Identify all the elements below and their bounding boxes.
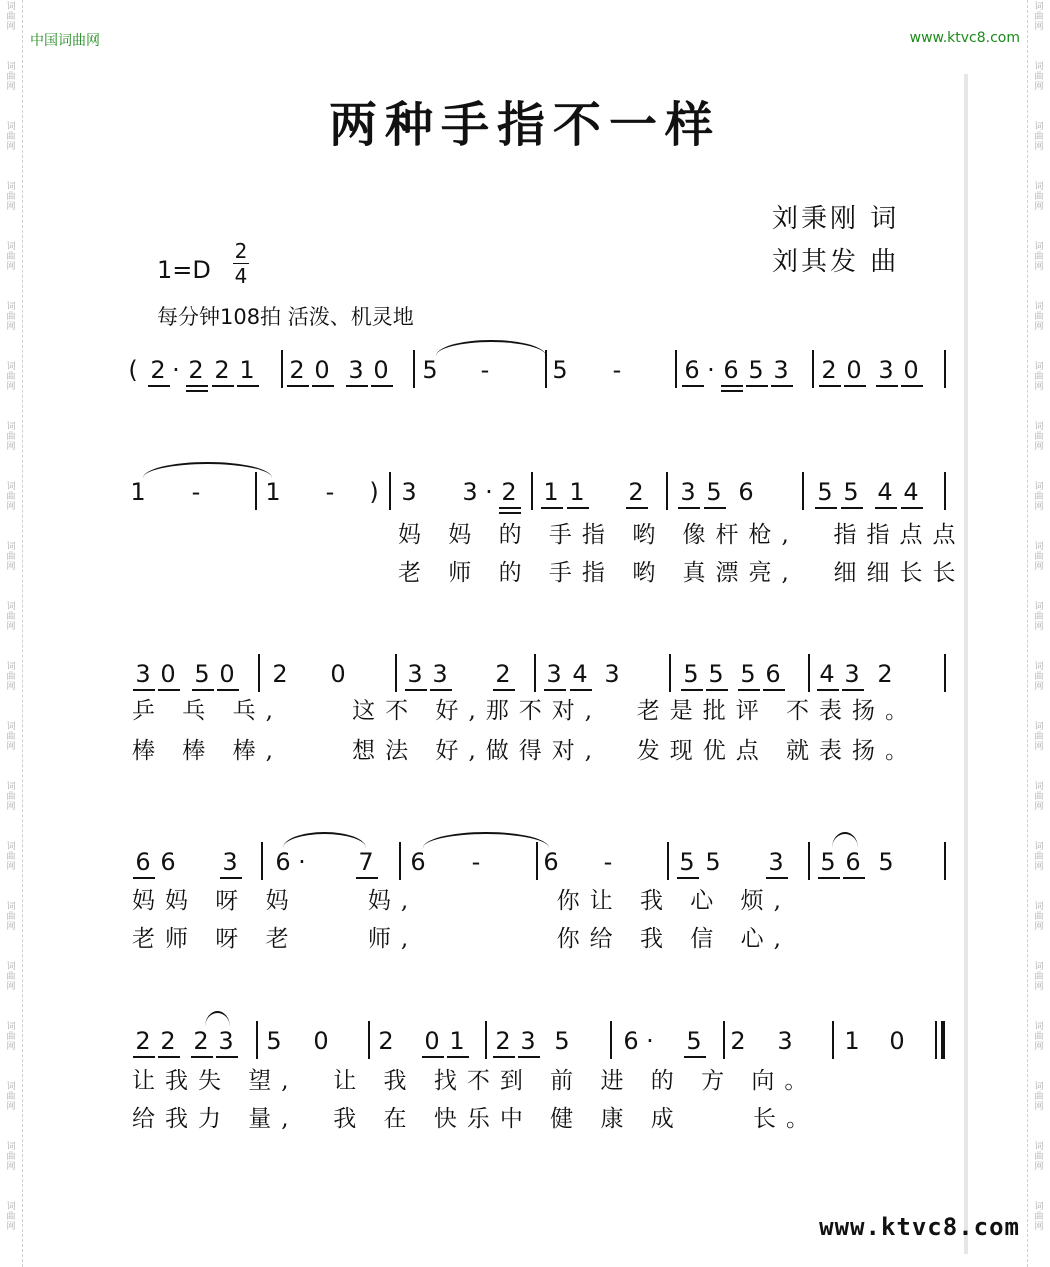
note-digit: 1 [239, 356, 255, 384]
underline [844, 385, 866, 387]
watermark-text: 词 曲 网 [1034, 242, 1044, 272]
barline [256, 1021, 258, 1059]
note-digit: 2 [378, 1027, 394, 1055]
note-digit: 2 [160, 1027, 176, 1055]
note-digit: 4 [819, 660, 835, 688]
underline [684, 1056, 706, 1058]
note-digit: 2 [495, 1027, 511, 1055]
watermark-text: 词 曲 网 [6, 722, 16, 752]
note-digit: 5 [820, 848, 836, 876]
barline [534, 654, 536, 692]
note-digit: 6 [623, 1027, 639, 1055]
note-digit: 5 [706, 478, 722, 506]
note-digit: 3 [348, 356, 364, 384]
watermark-text: 词 曲 网 [1034, 662, 1044, 692]
watermark-text: 词 曲 网 [6, 422, 16, 452]
watermark-text: 词 曲 网 [1034, 1022, 1044, 1052]
watermark-text: 词 曲 网 [6, 1142, 16, 1172]
underline [721, 385, 743, 387]
note-digit: 3 [604, 660, 620, 688]
footer-logo [819, 1213, 1020, 1241]
watermark-text: 词 曲 网 [6, 902, 16, 932]
barline [258, 654, 260, 692]
note-digit: - [603, 848, 613, 876]
underline [570, 689, 592, 691]
lyric-line: 妈 妈 的 手指 哟 像杆枪, 指指点点 [398, 522, 966, 548]
underline [706, 689, 728, 691]
note-digit: 5 [679, 848, 695, 876]
underline [356, 877, 378, 879]
watermark-text: 词 曲 网 [6, 62, 16, 92]
note-digit: 5 [194, 660, 210, 688]
note-digit: 2 [188, 356, 204, 384]
site-name-link[interactable]: 中国词曲网 [30, 33, 100, 49]
note-digit: 1 [844, 1027, 860, 1055]
note-digit: 3 [401, 478, 417, 506]
note-digit: ) [369, 478, 379, 506]
underline [422, 1056, 444, 1058]
note-digit: 3 [520, 1027, 536, 1055]
underline [541, 507, 563, 509]
underline [346, 385, 368, 387]
barline [935, 1021, 937, 1059]
note-digit: - [471, 848, 481, 876]
underline [817, 689, 839, 691]
watermark-text: 词 曲 网 [6, 1082, 16, 1112]
watermark-text: 词 曲 网 [1034, 2, 1044, 32]
watermark-text: 词 曲 网 [1034, 1202, 1044, 1232]
watermark-text: 词 曲 网 [6, 962, 16, 992]
note-digit: 6 [160, 848, 176, 876]
watermark-text: 词 曲 网 [1034, 122, 1044, 152]
note-digit: 0 [160, 660, 176, 688]
note-digit: 7 [358, 848, 374, 876]
note-digit: 4 [877, 478, 893, 506]
underline [544, 689, 566, 691]
watermark-text: 词 曲 网 [1034, 962, 1044, 992]
watermark-text: 词 曲 网 [1034, 422, 1044, 452]
note-digit: 2 [214, 356, 230, 384]
underline [287, 385, 309, 387]
barline [389, 472, 391, 510]
note-digit: 2 [501, 478, 517, 506]
note-digit: 5 [708, 660, 724, 688]
note-digit: 5 [552, 356, 568, 384]
underline [192, 689, 214, 691]
barline [944, 472, 946, 510]
lyric-line: 让我失 望, 让 我 找不到 前 进 的 方 向。 [132, 1068, 818, 1094]
watermark-text: 词 曲 网 [1034, 62, 1044, 92]
note-digit: 5 [878, 848, 894, 876]
watermark-text: 词 曲 网 [6, 782, 16, 812]
watermark-text: 词 曲 网 [1034, 1142, 1044, 1172]
barline [669, 654, 671, 692]
watermark-text: 词 曲 网 [1034, 902, 1044, 932]
note-digit: 5 [422, 356, 438, 384]
barline [399, 842, 401, 880]
underline [493, 689, 515, 691]
note-digit: 1 [449, 1027, 465, 1055]
lyric-line: 老 师 的 手指 哟 真漂亮, 细细长长 [398, 560, 966, 586]
underline [217, 689, 239, 691]
underline [518, 1056, 540, 1058]
dot-mark: · [172, 356, 180, 384]
underline [815, 507, 837, 509]
underline [158, 689, 180, 691]
note-digit: 2 [272, 660, 288, 688]
note-digit: 6 [765, 660, 781, 688]
underline [875, 507, 897, 509]
watermark-text: 词 曲 网 [1034, 722, 1044, 752]
note-digit: 6 [738, 478, 754, 506]
watermark-text: 词 曲 网 [1034, 482, 1044, 512]
barline [944, 842, 946, 880]
watermark-text: 词 曲 网 [1034, 542, 1044, 572]
underline [721, 390, 743, 392]
song-title: 两种手指不一样 [328, 97, 721, 153]
watermark-text: 词 曲 网 [1034, 362, 1044, 392]
note-digit: 0 [889, 1027, 905, 1055]
note-digit: 4 [903, 478, 919, 506]
underline [312, 385, 334, 387]
note-digit: 3 [768, 848, 784, 876]
note-digit: 5 [266, 1027, 282, 1055]
tempo-marking: 每分钟108拍 活泼、机灵地 [157, 305, 414, 329]
underline [819, 385, 841, 387]
right-watermark-strip [1027, 0, 1050, 1267]
watermark-text: 词 曲 网 [6, 1202, 16, 1232]
watermark-text: 词 曲 网 [6, 1022, 16, 1052]
underline [678, 507, 700, 509]
barline [723, 1021, 725, 1059]
watermark-text: 词 曲 网 [6, 602, 16, 632]
barline [944, 350, 946, 388]
barline [944, 654, 946, 692]
underline [133, 1056, 155, 1058]
barline [485, 1021, 487, 1059]
note-digit: 5 [705, 848, 721, 876]
note-digit: 4 [572, 660, 588, 688]
lyric-line: 给我力 量, 我 在 快乐中 健 康 成 长。 [132, 1106, 820, 1132]
barline [808, 654, 810, 692]
underline [133, 689, 155, 691]
time-signature-bottom: 4 [234, 264, 248, 288]
underline [186, 390, 208, 392]
barline [812, 350, 814, 388]
underline [133, 877, 155, 879]
note-digit: 5 [817, 478, 833, 506]
underline [499, 512, 521, 514]
underline [763, 689, 785, 691]
note-digit: 3 [407, 660, 423, 688]
watermark-text: 词 曲 网 [1034, 302, 1044, 332]
underline [766, 877, 788, 879]
watermark-text: 词 曲 网 [6, 842, 16, 872]
watermark-text: 词 曲 网 [6, 122, 16, 152]
underline [771, 385, 793, 387]
dot-mark: · [485, 478, 493, 506]
underline [237, 385, 259, 387]
underline [876, 385, 898, 387]
underline [430, 689, 452, 691]
underline [371, 385, 393, 387]
watermark-text: 词 曲 网 [6, 482, 16, 512]
note-digit: 3 [844, 660, 860, 688]
dot-mark: · [646, 1027, 654, 1055]
note-digit: 3 [680, 478, 696, 506]
note-digit: 5 [683, 660, 699, 688]
note-digit: 0 [330, 660, 346, 688]
lyric-line: 妈妈 呀 妈 妈, 你让 我 心 烦, [132, 888, 791, 914]
note-digit: 2 [628, 478, 644, 506]
dot-mark: · [298, 848, 306, 876]
footer-logo-text: www.ktvc8.com [819, 1213, 1020, 1241]
note-digit: 2 [495, 660, 511, 688]
time-signature-top: 2 [234, 239, 248, 263]
barline [413, 350, 415, 388]
barline [667, 842, 669, 880]
underline [216, 1056, 238, 1058]
note-digit: 1 [130, 478, 146, 506]
underline [158, 1056, 180, 1058]
barline [395, 654, 397, 692]
underline [186, 385, 208, 387]
note-digit: 3 [878, 356, 894, 384]
note-digit: 0 [313, 1027, 329, 1055]
underline [191, 1056, 213, 1058]
barline [808, 842, 810, 880]
underline [682, 385, 704, 387]
note-digit: 3 [462, 478, 478, 506]
note-digit: 2 [289, 356, 305, 384]
note-digit: 6 [723, 356, 739, 384]
underline [746, 385, 768, 387]
underline [841, 507, 863, 509]
note-digit: 2 [821, 356, 837, 384]
watermark-text: 词 曲 网 [1034, 842, 1044, 872]
lyric-line: 棒 棒 棒, 想法 好,做得对, 发现优点 就表扬。 [132, 738, 919, 764]
note-digit: - [191, 478, 201, 506]
note-digit: - [325, 478, 335, 506]
underline [901, 385, 923, 387]
note-digit: 6 [845, 848, 861, 876]
underline [901, 507, 923, 509]
note-digit: 2 [877, 660, 893, 688]
note-digit: 3 [135, 660, 151, 688]
note-digit: 5 [748, 356, 764, 384]
underline [148, 385, 170, 387]
barline [832, 1021, 834, 1059]
left-watermark-strip [0, 0, 23, 1267]
watermark-text: 词 曲 网 [1034, 602, 1044, 632]
barline [261, 842, 263, 880]
note-digit: 2 [135, 1027, 151, 1055]
note-digit: 3 [546, 660, 562, 688]
note-digit: 3 [218, 1027, 234, 1055]
note-digit: 6 [275, 848, 291, 876]
watermark-text: 词 曲 网 [6, 362, 16, 392]
note-digit: 1 [543, 478, 559, 506]
note-digit: 6 [684, 356, 700, 384]
note-digit: 0 [219, 660, 235, 688]
barline [802, 472, 804, 510]
barline [531, 472, 533, 510]
watermark-text: 词 曲 网 [1034, 182, 1044, 212]
watermark-text: 词 曲 网 [6, 302, 16, 332]
barline [941, 1021, 945, 1059]
underline [677, 877, 699, 879]
lyricist-credit: 刘秉刚 词 [772, 204, 900, 234]
watermark-text: 词 曲 网 [6, 242, 16, 272]
watermark-text: 词 曲 网 [1034, 782, 1044, 812]
note-digit: 1 [569, 478, 585, 506]
note-digit: 3 [773, 356, 789, 384]
note-digit: 5 [686, 1027, 702, 1055]
note-digit: 0 [846, 356, 862, 384]
note-digit: 2 [730, 1027, 746, 1055]
note-digit: ( [128, 356, 138, 384]
note-digit: 6 [410, 848, 426, 876]
underline [220, 877, 242, 879]
lyric-line: 老师 呀 老 师, 你给 我 信 心, [132, 926, 791, 952]
time-signature [233, 240, 249, 287]
underline [842, 689, 864, 691]
watermark-text: 词 曲 网 [6, 182, 16, 212]
note-digit: - [612, 356, 622, 384]
note-digit: 2 [193, 1027, 209, 1055]
underline [738, 689, 760, 691]
underline [843, 877, 865, 879]
note-digit: 0 [373, 356, 389, 384]
watermark-text: 词 曲 网 [6, 662, 16, 692]
underline [447, 1056, 469, 1058]
underline [493, 1056, 515, 1058]
underline [626, 507, 648, 509]
site-url-link[interactable]: www.ktvc8.com [909, 30, 1020, 46]
barline [675, 350, 677, 388]
underline [212, 385, 234, 387]
note-digit: 5 [554, 1027, 570, 1055]
note-digit: 2 [150, 356, 166, 384]
underline [499, 507, 521, 509]
lyric-line: 乒 乓 乓, 这不 好,那不对, 老是批评 不表扬。 [132, 698, 919, 724]
note-digit: 6 [135, 848, 151, 876]
note-digit: 0 [424, 1027, 440, 1055]
note-digit: 3 [432, 660, 448, 688]
barline [281, 350, 283, 388]
note-digit: 3 [222, 848, 238, 876]
note-digit: 3 [777, 1027, 793, 1055]
underline [405, 689, 427, 691]
barline [610, 1021, 612, 1059]
underline [681, 689, 703, 691]
note-digit: 6 [543, 848, 559, 876]
barline [666, 472, 668, 510]
note-digit: 5 [740, 660, 756, 688]
barline [368, 1021, 370, 1059]
note-digit: 5 [843, 478, 859, 506]
note-digit: 1 [265, 478, 281, 506]
watermark-text: 词 曲 网 [6, 542, 16, 572]
composer-credit: 刘其发 曲 [772, 247, 900, 277]
underline [704, 507, 726, 509]
underline [567, 507, 589, 509]
note-digit: 0 [314, 356, 330, 384]
note-digit: - [480, 356, 490, 384]
watermark-text: 词 曲 网 [1034, 1082, 1044, 1112]
note-digit: 0 [903, 356, 919, 384]
key-signature: 1=D [157, 256, 211, 284]
watermark-text: 词 曲 网 [6, 2, 16, 32]
underline [818, 877, 840, 879]
dot-mark: · [707, 356, 715, 384]
